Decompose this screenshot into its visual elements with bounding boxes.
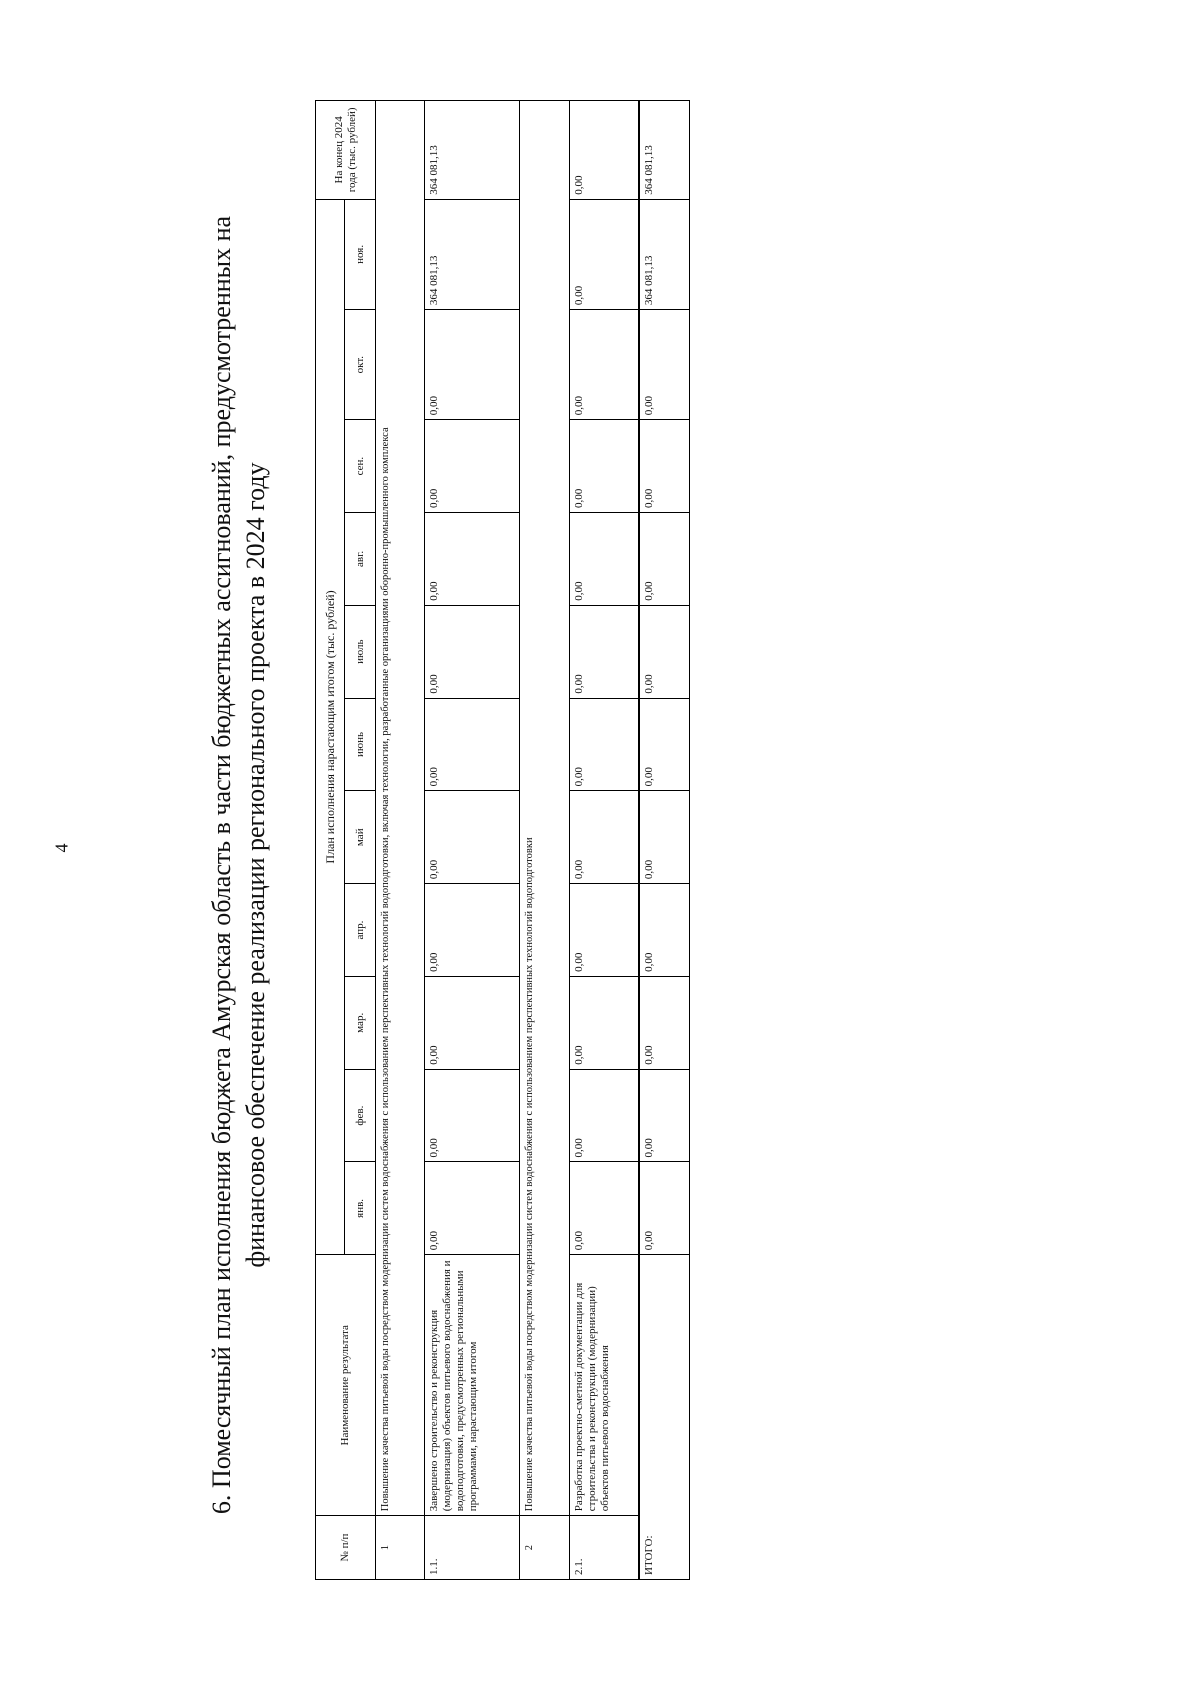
budget-plan-table [315,100,690,1580]
header-month: авг. [345,513,376,606]
cell-value: 0,00 [569,976,639,1069]
header-month: янв. [345,1162,376,1255]
header-plan: План исполнения нарастающим итогом (тыс. рублей) [316,199,345,1255]
section-row [376,101,425,1580]
header-name: Наименование результата [316,1255,376,1516]
section-num: 2 [520,1516,569,1580]
cell-value: 0,00 [425,513,520,606]
table-row [425,101,520,1580]
cell-value: 0,00 [569,199,639,309]
grand-total-label: ИТОГО: [639,1255,690,1580]
cell-value: 0,00 [569,513,639,606]
cell-value: 0,00 [639,420,690,513]
cell-value: 0,00 [569,605,639,698]
row-name: Разработка проектно-сметной документации для строительства и реконструкции (модернизации) объектов питьевого водоснабжения [569,1255,639,1516]
section-num: 1 [376,1516,425,1580]
cell-value: 364 081,13 [425,199,520,309]
row-num: 1.1. [425,1516,520,1580]
cell-value: 0,00 [639,1069,690,1162]
cell-value: 0,00 [569,310,639,420]
cell-value: 0,00 [425,976,520,1069]
cell-value: 0,00 [639,1162,690,1255]
section-title: Повышение качества питьевой воды посредством модернизации систем водоснабжения с использованием перспективных технологий водоподготовки, включая технологии, разработанные организациями оборонно-промышленного комплекса [376,101,425,1516]
header-month: мар. [345,976,376,1069]
cell-total: 364 081,13 [639,101,690,200]
table-row [569,101,639,1580]
cell-value: 0,00 [639,605,690,698]
cell-total: 364 081,13 [425,101,520,200]
cell-value: 0,00 [639,698,690,791]
title-line-1: 6. Помесячный план исполнения бюджета Амурская область в части бюджетных ассигнований, предусмотренных на [207,215,236,1515]
header-month: окт. [345,310,376,420]
page-number: 4 [51,843,72,853]
cell-value: 0,00 [639,513,690,606]
cell-value: 0,00 [569,884,639,977]
cell-value: 0,00 [569,420,639,513]
header-month: май [345,791,376,884]
cell-value: 0,00 [569,698,639,791]
cell-value: 0,00 [425,420,520,513]
header-month: июль [345,605,376,698]
header-num: № п/п [316,1516,376,1580]
row-num: 2.1. [569,1516,639,1580]
cell-value: 0,00 [639,310,690,420]
header-month: фев. [345,1069,376,1162]
cell-value: 0,00 [425,884,520,977]
header-month: сен. [345,420,376,513]
header-month: апр. [345,884,376,977]
cell-value: 0,00 [425,605,520,698]
header-end-year: На конец 2024 года (тыс. рублей) [316,101,376,200]
row-name: Завершено строительство и реконструкция (модернизация) объектов питьевого водоснабжения и водоподготовки, предусмотренных региональными программами, нарастающим итогом [425,1255,520,1516]
cell-value: 0,00 [425,698,520,791]
title-line-2: финансовое обеспечение реализации регионального проекта в 2024 году [241,462,270,1268]
document-title [205,75,273,1655]
cell-value: 364 081,13 [639,199,690,309]
cell-value: 0,00 [569,1069,639,1162]
section-title: Повышение качества питьевой воды посредством модернизации систем водоснабжения с использованием перспективных технологий водоподготовки [520,101,569,1516]
cell-value: 0,00 [639,791,690,884]
section-row [520,101,569,1580]
cell-value: 0,00 [569,791,639,884]
cell-value: 0,00 [425,310,520,420]
grand-total-row [639,101,690,1580]
cell-value: 0,00 [569,1162,639,1255]
header-month: ноя. [345,199,376,309]
rotated-page-content [205,75,705,1655]
cell-value: 0,00 [425,791,520,884]
cell-total: 0,00 [569,101,639,200]
cell-value: 0,00 [639,884,690,977]
cell-value: 0,00 [425,1162,520,1255]
cell-value: 0,00 [425,1069,520,1162]
cell-value: 0,00 [639,976,690,1069]
header-month: июнь [345,698,376,791]
